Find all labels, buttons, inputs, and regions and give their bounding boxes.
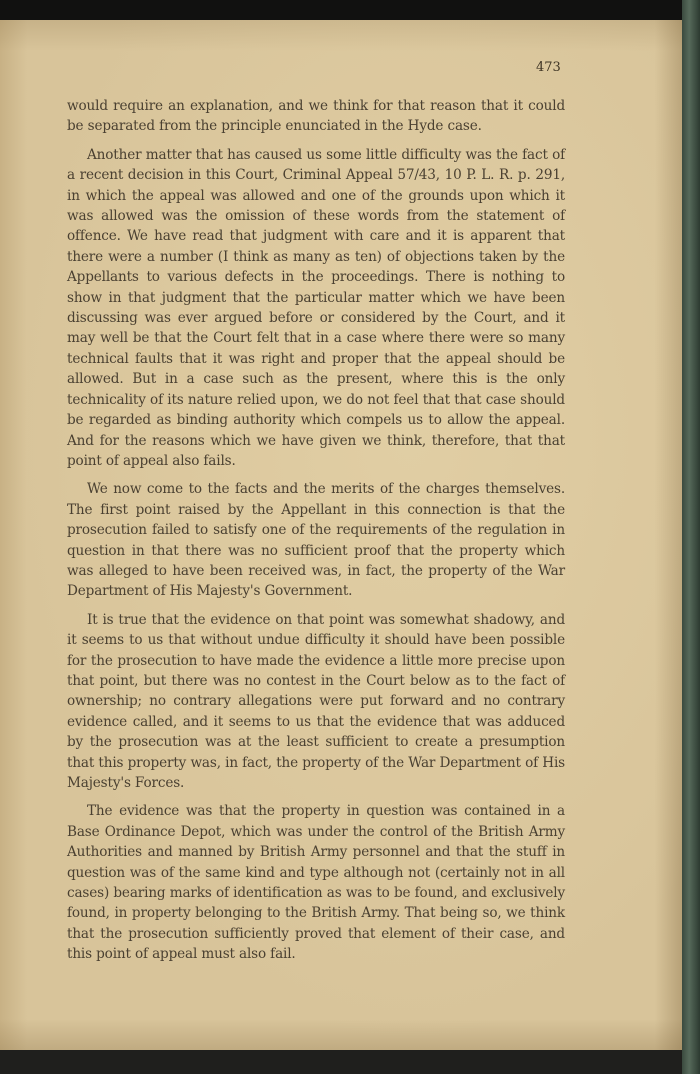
book-binding-edge	[682, 0, 700, 1074]
page-number: 473	[536, 60, 561, 75]
body-text	[67, 96, 565, 965]
paragraph: We now come to the facts and the merits of the charges themselves. The first point raised by the Appellant in this connection is that the prosecution failed to satisfy one of the requirements of the regulation in question in that there was no sufficient proof that the property which was alleged to have been received was, in fact, the property of the War Department of His Majesty's Government.	[67, 481, 565, 600]
paragraph: It is true that the evidence on that point was somewhat shadowy, and it seems to us that without undue difficulty it should have been possible for the prosecution to have made the evidence a little more precise upon that point, but there was no contest in the Court below as to the fact of ownership; no contrary allegations were put forward and no contrary evidence called, and it seems to us that the evidence that was adduced by the prosecution was at the least sufficient to create a presumption that this property was, in fact, the property of the War Department of His Majesty's Forces.	[67, 611, 565, 791]
paragraph: Another matter that has caused us some little difficulty was the fact of a recent decision in this Court, Criminal Appeal 57/43, 10 P. L. R. p. 291, in which the appeal was allowed and one of the grounds upon which it was allowed was the omission of these words from the statement of offence. We have read that judgment with care and it is apparent that there were a number (I think as many as ten) of objections taken by the Appellants to various defects in the proceedings. There is nothing to show in that judgment that the particular matter which we have been discussing was ever argued before or considered by the Court, and it may well be that the Court felt that in a case where there were so many technical faults that it was right and proper that the appeal should be allowed. But in a case such as the present, where this is the only technicality of its nature relied upon, we do not feel that that case should be regarded as binding authority which compels us to allow the appeal. And for the reasons which we have given we think, therefore, that that point of appeal also fails.	[67, 146, 565, 469]
scan-top-edge	[0, 0, 700, 20]
book-page	[0, 20, 682, 1050]
paragraph: The evidence was that the property in question was contained in a Base Ordinance Depot, which was under the control of the British Army Authorities and manned by British Army personnel and that the stuff in question was of the same kind and type although not (certainly not in all cases) bearing marks of identification as was to be found, and exclusively found, in property belonging to the British Army. That being so, we think that the prosecution sufficiently proved that element of their case, and this point of appeal must also fail.	[67, 803, 565, 963]
paragraph-continuation: would require an explanation, and we think for that reason that it could be separated from the principle enunciated in the Hyde case.	[67, 98, 565, 135]
